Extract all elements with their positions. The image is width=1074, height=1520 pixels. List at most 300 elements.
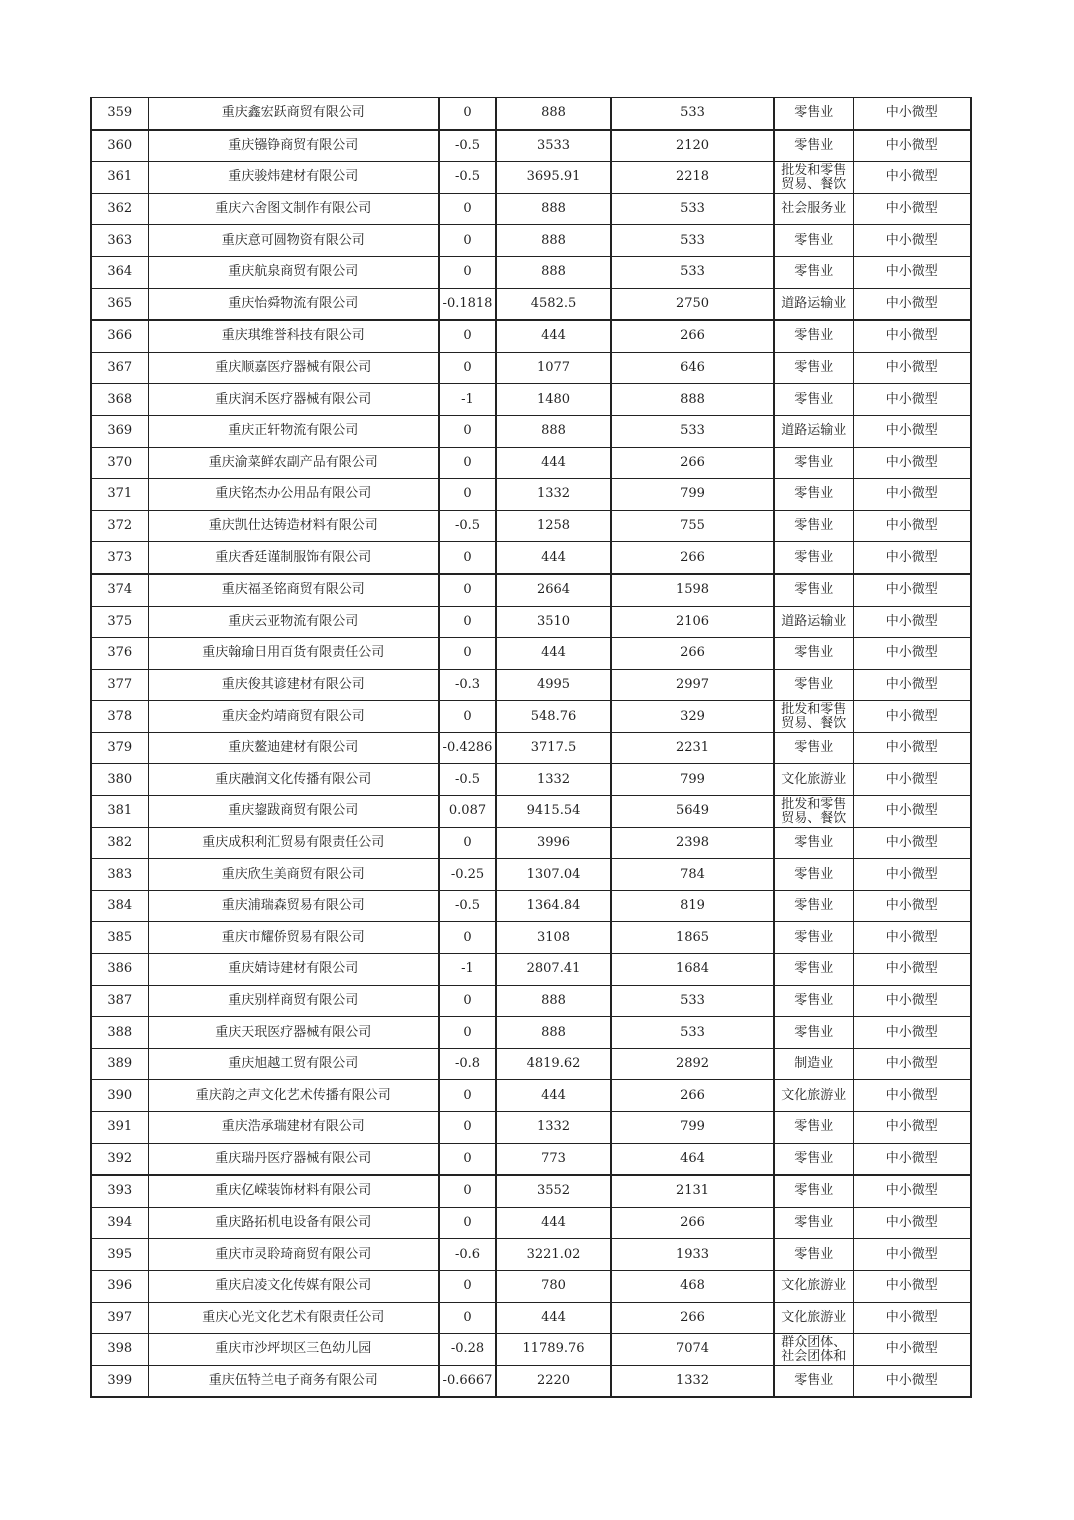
- change-rate-cell: -0.5: [439, 130, 496, 162]
- amount-cell: 773: [496, 1143, 611, 1175]
- change-rate-cell: -0.6667: [439, 1365, 496, 1397]
- table-row: [91, 890, 971, 922]
- enterprise-size-cell: 中小微型: [853, 162, 971, 194]
- change-rate-cell: -1: [439, 954, 496, 986]
- subsidy-cell: 533: [611, 98, 774, 130]
- industry-cell: [774, 1334, 853, 1366]
- change-rate-cell: 0: [439, 827, 496, 859]
- row-number-cell: 388: [91, 1017, 148, 1049]
- industry-cell: 零售业: [774, 447, 853, 479]
- amount-cell: 888: [496, 193, 611, 225]
- row-number-cell: 375: [91, 606, 148, 638]
- table-row: [91, 1365, 971, 1397]
- change-rate-cell: 0: [439, 542, 496, 574]
- row-number-cell: 366: [91, 320, 148, 352]
- subsidy-cell: 266: [611, 638, 774, 670]
- amount-cell: 3221.02: [496, 1239, 611, 1271]
- table-row: [91, 859, 971, 891]
- table-row: [91, 1334, 971, 1366]
- subsidy-cell: 533: [611, 193, 774, 225]
- enterprise-size-cell: 中小微型: [853, 1143, 971, 1175]
- enterprise-size-cell: 中小微型: [853, 352, 971, 384]
- row-number-cell: 387: [91, 985, 148, 1017]
- industry-cell: 零售业: [774, 638, 853, 670]
- subsidy-cell: 468: [611, 1270, 774, 1302]
- change-rate-cell: 0: [439, 1080, 496, 1112]
- table-row: [91, 130, 971, 162]
- subsidy-cell: 2120: [611, 130, 774, 162]
- amount-cell: 888: [496, 98, 611, 130]
- company-name-cell: 重庆心光文化艺术有限责任公司: [148, 1302, 439, 1334]
- amount-cell: 1364.84: [496, 890, 611, 922]
- enterprise-size-cell: 中小微型: [853, 320, 971, 352]
- amount-cell: 444: [496, 1302, 611, 1334]
- company-name-cell: 重庆鳌迪建材有限公司: [148, 732, 439, 764]
- company-name-cell: 重庆琪维誉科技有限公司: [148, 320, 439, 352]
- change-rate-cell: 0: [439, 1112, 496, 1144]
- subsidy-cell: 266: [611, 320, 774, 352]
- enterprise-size-cell: 中小微型: [853, 827, 971, 859]
- company-name-cell: 重庆金灼靖商贸有限公司: [148, 701, 439, 733]
- change-rate-cell: 0: [439, 701, 496, 733]
- company-name-cell: 重庆航泉商贸有限公司: [148, 256, 439, 288]
- subsidy-cell: 819: [611, 890, 774, 922]
- table-row: [91, 922, 971, 954]
- row-number-cell: 369: [91, 415, 148, 447]
- company-name-cell: 重庆伍特兰电子商务有限公司: [148, 1365, 439, 1397]
- company-name-cell: 重庆正轩物流有限公司: [148, 415, 439, 447]
- industry-cell: 零售业: [774, 859, 853, 891]
- subsidy-cell: 266: [611, 1080, 774, 1112]
- table-row: [91, 542, 971, 574]
- industry-cell: 社会服务业: [774, 193, 853, 225]
- enterprise-size-cell: 中小微型: [853, 1207, 971, 1239]
- table-row: [91, 1143, 971, 1175]
- industry-cell: 零售业: [774, 1112, 853, 1144]
- row-number-cell: 379: [91, 732, 148, 764]
- enterprise-size-cell: 中小微型: [853, 922, 971, 954]
- table-row: [91, 1270, 971, 1302]
- industry-cell: 零售业: [774, 1207, 853, 1239]
- table-row: [91, 1048, 971, 1080]
- row-number-cell: 363: [91, 225, 148, 257]
- subsidy-cell: 799: [611, 1112, 774, 1144]
- enterprise-size-cell: 中小微型: [853, 384, 971, 416]
- amount-cell: 444: [496, 542, 611, 574]
- row-number-cell: 395: [91, 1239, 148, 1271]
- amount-cell: 11789.76: [496, 1334, 611, 1366]
- company-name-cell: 重庆意可圆物资有限公司: [148, 225, 439, 257]
- table-row: [91, 320, 971, 352]
- enterprise-size-cell: 中小微型: [853, 574, 971, 606]
- table-row: [91, 827, 971, 859]
- row-number-cell: 377: [91, 669, 148, 701]
- row-number-cell: 368: [91, 384, 148, 416]
- change-rate-cell: -0.6: [439, 1239, 496, 1271]
- change-rate-cell: 0: [439, 225, 496, 257]
- subsidy-cell: 1684: [611, 954, 774, 986]
- row-number-cell: 390: [91, 1080, 148, 1112]
- row-number-cell: 360: [91, 130, 148, 162]
- subsidy-cell: 266: [611, 1302, 774, 1334]
- company-name-cell: 重庆亿嵘装饰材料有限公司: [148, 1175, 439, 1207]
- change-rate-cell: 0: [439, 638, 496, 670]
- subsidy-cell: 5649: [611, 796, 774, 828]
- table-row: [91, 796, 971, 828]
- industry-cell: 零售业: [774, 510, 853, 542]
- subsidy-cell: 329: [611, 701, 774, 733]
- industry-cell: 零售业: [774, 1175, 853, 1207]
- enterprise-size-cell: 中小微型: [853, 1112, 971, 1144]
- change-rate-cell: 0: [439, 985, 496, 1017]
- company-name-cell: 重庆怡舜物流有限公司: [148, 288, 439, 320]
- amount-cell: 1258: [496, 510, 611, 542]
- change-rate-cell: 0: [439, 606, 496, 638]
- subsidy-cell: 888: [611, 384, 774, 416]
- table-row: [91, 638, 971, 670]
- row-number-cell: 376: [91, 638, 148, 670]
- amount-cell: 9415.54: [496, 796, 611, 828]
- row-number-cell: 386: [91, 954, 148, 986]
- amount-cell: 548.76: [496, 701, 611, 733]
- row-number-cell: 365: [91, 288, 148, 320]
- industry-cell: 零售业: [774, 1239, 853, 1271]
- subsidy-cell: 266: [611, 542, 774, 574]
- subsidy-cell: 2892: [611, 1048, 774, 1080]
- company-name-cell: 重庆铭杰办公用品有限公司: [148, 479, 439, 511]
- table-row: [91, 764, 971, 796]
- change-rate-cell: 0: [439, 415, 496, 447]
- change-rate-cell: 0: [439, 922, 496, 954]
- company-name-cell: 重庆路拓机电设备有限公司: [148, 1207, 439, 1239]
- amount-cell: 3510: [496, 606, 611, 638]
- change-rate-cell: -1: [439, 384, 496, 416]
- row-number-cell: 393: [91, 1175, 148, 1207]
- industry-text: 批发和零售贸易、餐饮: [781, 702, 847, 732]
- industry-cell: 文化旅游业: [774, 1080, 853, 1112]
- amount-cell: 888: [496, 985, 611, 1017]
- enterprise-size-cell: 中小微型: [853, 1175, 971, 1207]
- company-name-cell: 重庆欣生美商贸有限公司: [148, 859, 439, 891]
- subsidy-cell: 464: [611, 1143, 774, 1175]
- change-rate-cell: 0: [439, 193, 496, 225]
- amount-cell: 1480: [496, 384, 611, 416]
- amount-cell: 2220: [496, 1365, 611, 1397]
- enterprise-size-cell: 中小微型: [853, 1302, 971, 1334]
- subsidy-cell: 266: [611, 447, 774, 479]
- amount-cell: 444: [496, 447, 611, 479]
- company-name-cell: 重庆润禾医疗器械有限公司: [148, 384, 439, 416]
- table-row: [91, 1239, 971, 1271]
- change-rate-cell: -0.1818: [439, 288, 496, 320]
- industry-cell: 零售业: [774, 954, 853, 986]
- change-rate-cell: 0.087: [439, 796, 496, 828]
- industry-cell: 零售业: [774, 256, 853, 288]
- enterprise-size-cell: 中小微型: [853, 1365, 971, 1397]
- row-number-cell: 362: [91, 193, 148, 225]
- amount-cell: 888: [496, 1017, 611, 1049]
- table-row: [91, 1175, 971, 1207]
- subsidy-cell: 7074: [611, 1334, 774, 1366]
- amount-cell: 3996: [496, 827, 611, 859]
- subsidy-cell: 1332: [611, 1365, 774, 1397]
- change-rate-cell: 0: [439, 98, 496, 130]
- table-row: [91, 669, 971, 701]
- industry-cell: 道路运输业: [774, 288, 853, 320]
- industry-cell: 零售业: [774, 922, 853, 954]
- subsidy-cell: 755: [611, 510, 774, 542]
- company-name-cell: 重庆云亚物流有限公司: [148, 606, 439, 638]
- company-name-cell: 重庆镪铮商贸有限公司: [148, 130, 439, 162]
- amount-cell: 444: [496, 638, 611, 670]
- amount-cell: 2807.41: [496, 954, 611, 986]
- change-rate-cell: 0: [439, 1207, 496, 1239]
- subsidy-cell: 799: [611, 764, 774, 796]
- table-row: [91, 384, 971, 416]
- amount-cell: 1307.04: [496, 859, 611, 891]
- enterprise-size-cell: 中小微型: [853, 764, 971, 796]
- company-name-cell: 重庆市耀侨贸易有限公司: [148, 922, 439, 954]
- row-number-cell: 367: [91, 352, 148, 384]
- enterprise-size-cell: 中小微型: [853, 701, 971, 733]
- subsidy-cell: 2231: [611, 732, 774, 764]
- industry-cell: [774, 796, 853, 828]
- enterprise-size-cell: 中小微型: [853, 1270, 971, 1302]
- row-number-cell: 383: [91, 859, 148, 891]
- industry-cell: 道路运输业: [774, 415, 853, 447]
- enterprise-size-cell: 中小微型: [853, 890, 971, 922]
- table-row: [91, 606, 971, 638]
- subsidy-cell: 1933: [611, 1239, 774, 1271]
- amount-cell: 888: [496, 415, 611, 447]
- subsidy-cell: 2131: [611, 1175, 774, 1207]
- enterprise-size-cell: 中小微型: [853, 1017, 971, 1049]
- enterprise-size-cell: 中小微型: [853, 225, 971, 257]
- industry-cell: 零售业: [774, 827, 853, 859]
- change-rate-cell: -0.5: [439, 162, 496, 194]
- subsidy-cell: 2997: [611, 669, 774, 701]
- change-rate-cell: 0: [439, 1270, 496, 1302]
- industry-cell: 零售业: [774, 320, 853, 352]
- table-row: [91, 1112, 971, 1144]
- table-row: [91, 225, 971, 257]
- company-name-cell: 重庆市灵聆琦商贸有限公司: [148, 1239, 439, 1271]
- subsidy-cell: 646: [611, 352, 774, 384]
- row-number-cell: 382: [91, 827, 148, 859]
- subsidy-cell: 533: [611, 225, 774, 257]
- row-number-cell: 384: [91, 890, 148, 922]
- amount-cell: 444: [496, 1207, 611, 1239]
- table-row: [91, 954, 971, 986]
- company-name-cell: 重庆成积利汇贸易有限责任公司: [148, 827, 439, 859]
- industry-cell: 零售业: [774, 130, 853, 162]
- row-number-cell: 380: [91, 764, 148, 796]
- industry-cell: 零售业: [774, 669, 853, 701]
- table-row: [91, 352, 971, 384]
- row-number-cell: 372: [91, 510, 148, 542]
- table-row: [91, 256, 971, 288]
- industry-cell: 文化旅游业: [774, 1302, 853, 1334]
- amount-cell: 3695.91: [496, 162, 611, 194]
- industry-cell: 文化旅游业: [774, 764, 853, 796]
- industry-cell: 零售业: [774, 890, 853, 922]
- row-number-cell: 392: [91, 1143, 148, 1175]
- row-number-cell: 359: [91, 98, 148, 130]
- table-row: [91, 288, 971, 320]
- amount-cell: 4582.5: [496, 288, 611, 320]
- row-number-cell: 385: [91, 922, 148, 954]
- row-number-cell: 389: [91, 1048, 148, 1080]
- enterprise-size-cell: 中小微型: [853, 1334, 971, 1366]
- enterprise-size-cell: 中小微型: [853, 193, 971, 225]
- amount-cell: 4819.62: [496, 1048, 611, 1080]
- row-number-cell: 394: [91, 1207, 148, 1239]
- company-name-cell: 重庆启凌文化传媒有限公司: [148, 1270, 439, 1302]
- amount-cell: 3533: [496, 130, 611, 162]
- row-number-cell: 364: [91, 256, 148, 288]
- enterprise-size-cell: 中小微型: [853, 1239, 971, 1271]
- enterprise-size-cell: 中小微型: [853, 796, 971, 828]
- company-name-cell: 重庆渝菜鲜农副产品有限公司: [148, 447, 439, 479]
- table-row: [91, 479, 971, 511]
- subsidy-cell: 2398: [611, 827, 774, 859]
- industry-cell: 零售业: [774, 542, 853, 574]
- company-name-cell: 重庆市沙坪坝区三色幼儿园: [148, 1334, 439, 1366]
- amount-cell: 2664: [496, 574, 611, 606]
- amount-cell: 1332: [496, 1112, 611, 1144]
- table-row: [91, 510, 971, 542]
- industry-cell: 零售业: [774, 1017, 853, 1049]
- enterprise-size-cell: 中小微型: [853, 98, 971, 130]
- subsidy-cell: 784: [611, 859, 774, 891]
- amount-cell: 1332: [496, 764, 611, 796]
- table-row: [91, 701, 971, 733]
- enterprise-size-cell: 中小微型: [853, 479, 971, 511]
- industry-cell: 零售业: [774, 352, 853, 384]
- subsidy-cell: 533: [611, 256, 774, 288]
- company-name-cell: 重庆旭越工贸有限公司: [148, 1048, 439, 1080]
- table-row: [91, 574, 971, 606]
- company-name-cell: 重庆鑫宏跃商贸有限公司: [148, 98, 439, 130]
- row-number-cell: 361: [91, 162, 148, 194]
- enterprise-size-cell: 中小微型: [853, 542, 971, 574]
- industry-cell: [774, 162, 853, 194]
- row-number-cell: 378: [91, 701, 148, 733]
- company-name-cell: 重庆瑞丹医疗器械有限公司: [148, 1143, 439, 1175]
- enterprise-size-cell: 中小微型: [853, 1080, 971, 1112]
- amount-cell: 444: [496, 320, 611, 352]
- data-table: [90, 97, 972, 1398]
- row-number-cell: 373: [91, 542, 148, 574]
- industry-cell: 零售业: [774, 384, 853, 416]
- table-row: [91, 985, 971, 1017]
- company-name-cell: 重庆顺嘉医疗器械有限公司: [148, 352, 439, 384]
- enterprise-size-cell: 中小微型: [853, 954, 971, 986]
- row-number-cell: 370: [91, 447, 148, 479]
- industry-cell: 零售业: [774, 732, 853, 764]
- subsidy-cell: 533: [611, 1017, 774, 1049]
- change-rate-cell: 0: [439, 1017, 496, 1049]
- table-row: [91, 447, 971, 479]
- amount-cell: 3552: [496, 1175, 611, 1207]
- company-name-cell: 重庆别样商贸有限公司: [148, 985, 439, 1017]
- subsidy-cell: 1598: [611, 574, 774, 606]
- enterprise-size-cell: 中小微型: [853, 447, 971, 479]
- industry-cell: [774, 701, 853, 733]
- table-body: [91, 98, 971, 1398]
- row-number-cell: 396: [91, 1270, 148, 1302]
- amount-cell: 1332: [496, 479, 611, 511]
- industry-cell: 制造业: [774, 1048, 853, 1080]
- industry-cell: 零售业: [774, 479, 853, 511]
- industry-text: 群众团体、社会团体和: [781, 1334, 847, 1364]
- subsidy-cell: 799: [611, 479, 774, 511]
- change-rate-cell: -0.5: [439, 764, 496, 796]
- industry-cell: 零售业: [774, 1365, 853, 1397]
- change-rate-cell: -0.25: [439, 859, 496, 891]
- industry-cell: 零售业: [774, 985, 853, 1017]
- change-rate-cell: 0: [439, 352, 496, 384]
- table-row: [91, 98, 971, 130]
- enterprise-size-cell: 中小微型: [853, 288, 971, 320]
- company-name-cell: 重庆翰瑜日用百货有限责任公司: [148, 638, 439, 670]
- change-rate-cell: 0: [439, 447, 496, 479]
- enterprise-size-cell: 中小微型: [853, 732, 971, 764]
- table-row: [91, 1017, 971, 1049]
- subsidy-cell: 1865: [611, 922, 774, 954]
- company-name-cell: 重庆福圣铭商贸有限公司: [148, 574, 439, 606]
- enterprise-size-cell: 中小微型: [853, 1048, 971, 1080]
- amount-cell: 444: [496, 1080, 611, 1112]
- industry-cell: 道路运输业: [774, 606, 853, 638]
- change-rate-cell: 0: [439, 320, 496, 352]
- company-name-cell: 重庆天珉医疗器械有限公司: [148, 1017, 439, 1049]
- row-number-cell: 398: [91, 1334, 148, 1366]
- row-number-cell: 381: [91, 796, 148, 828]
- row-number-cell: 371: [91, 479, 148, 511]
- enterprise-size-cell: 中小微型: [853, 510, 971, 542]
- industry-cell: 文化旅游业: [774, 1270, 853, 1302]
- row-number-cell: 374: [91, 574, 148, 606]
- company-name-cell: 重庆香廷谨制服饰有限公司: [148, 542, 439, 574]
- amount-cell: 1077: [496, 352, 611, 384]
- company-name-cell: 重庆凯仕达铸造材料有限公司: [148, 510, 439, 542]
- company-name-cell: 重庆鋆跋商贸有限公司: [148, 796, 439, 828]
- subsidy-cell: 2106: [611, 606, 774, 638]
- enterprise-size-cell: 中小微型: [853, 415, 971, 447]
- company-name-cell: 重庆融润文化传播有限公司: [148, 764, 439, 796]
- amount-cell: 888: [496, 256, 611, 288]
- change-rate-cell: -0.5: [439, 890, 496, 922]
- row-number-cell: 399: [91, 1365, 148, 1397]
- table-row: [91, 193, 971, 225]
- enterprise-size-cell: 中小微型: [853, 256, 971, 288]
- change-rate-cell: 0: [439, 1302, 496, 1334]
- change-rate-cell: -0.4286: [439, 732, 496, 764]
- row-number-cell: 391: [91, 1112, 148, 1144]
- company-name-cell: 重庆浩承瑞建材有限公司: [148, 1112, 439, 1144]
- industry-cell: 零售业: [774, 225, 853, 257]
- enterprise-size-cell: 中小微型: [853, 606, 971, 638]
- subsidy-cell: 533: [611, 415, 774, 447]
- table-row: [91, 415, 971, 447]
- change-rate-cell: 0: [439, 574, 496, 606]
- row-number-cell: 397: [91, 1302, 148, 1334]
- change-rate-cell: 0: [439, 1175, 496, 1207]
- industry-text: 批发和零售贸易、餐饮: [781, 162, 847, 192]
- subsidy-cell: 2218: [611, 162, 774, 194]
- table-row: [91, 162, 971, 194]
